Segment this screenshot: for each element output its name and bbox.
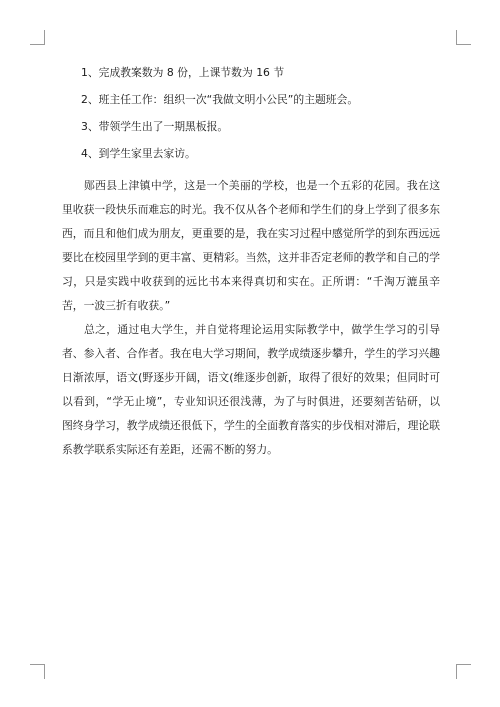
crop-mark-top-left [30, 30, 45, 45]
list-item: 1、完成教案数为 8 份，上课节数为 16 节 [81, 66, 285, 79]
crop-mark-bottom-right [456, 664, 471, 679]
document-body [62, 66, 440, 462]
list-item: 4、到学生家里去家访。 [81, 147, 196, 160]
paragraph-internship: 郧西县上津镇中学，这是一个美丽的学校，也是一个五彩的花园。我在这里收获一段快乐而难忘的时光。我不仅从各个老师和学生们的身上学到了很多东西，而且和他们成为朋友，更重要的是，我在实习过程中感觉所学的到东西远远要比在校园里学到的更丰富、更精彩。当然，这并非否定老师的教学和自己的学习，只是实践中收获到的远比书本来得真切和实在。正所谓：“千淘万漉虽辛苦，一波三折有收获。” [62, 179, 440, 312]
crop-mark-top-right [456, 30, 471, 45]
crop-mark-bottom-left [30, 664, 45, 679]
list-item: 2、班主任工作：组织一次“我做文明小公民”的主题班会。 [81, 93, 359, 106]
list-item: 3、带领学生出了一期黑板报。 [81, 120, 229, 133]
paragraph-summary: 总之，通过电大学生，并自觉将理论运用实际教学中，做学生学习的引导者、参入者、合作者。我在电大学习期间，教学成绩逐步攀升，学生的学习兴趣日渐浓厚，语文(野逐步开阔，语文(维逐步创新，取得了很好的效果；但同时可以看到，“学无止境”，专业知识还很浅薄，为了与时俱进，还要刻苦钻研，以图终身学习，教学成绩还很低下，学生的全面教育落实的步伐相对滞后，理论联系教学联系实际还有差距，还需不断的努力。 [62, 323, 440, 456]
